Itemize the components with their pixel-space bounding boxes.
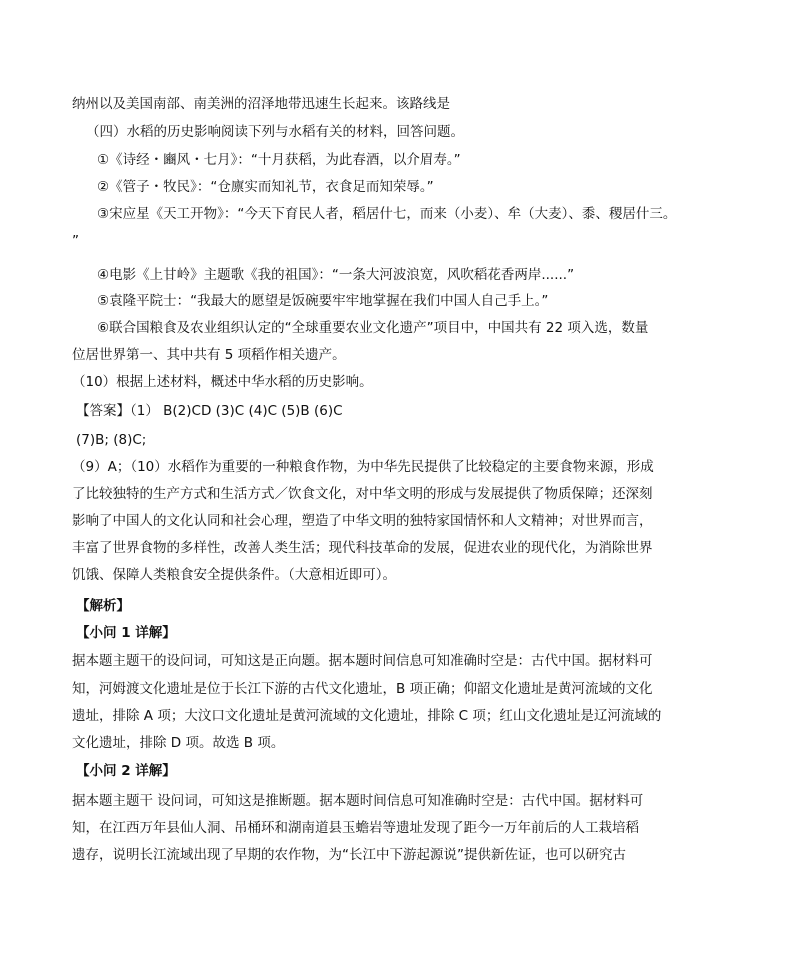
sub-question-heading: 【小问 2 详解】 (76, 763, 176, 779)
answer-paragraph: 了比较独特的生产方式和生活方式／饮食文化，对中华文明的形成与发展提供了物质保障；还深刻 (72, 486, 653, 502)
answer-line: (7)B; (8)C; (76, 432, 147, 448)
question: （10）根据上述材料，概述中华水稻的历史影响。 (72, 374, 373, 390)
analysis-paragraph: 遗存，说明长江流域出现了早期的农作物，为“长江中下游起源说”提供新佐证，也可以研究古 (72, 847, 626, 863)
answer-paragraph: 影响了中国人的文化认同和社会心理，塑造了中华文明的独特家国情怀和人文精神；对世界而言， (72, 513, 653, 529)
analysis-paragraph: 遗址，排除 A 项；大汶口文化遗址是黄河流域的文化遗址，排除 C 项；红山文化遗址是辽河流域的 (72, 708, 662, 724)
material-item: ⑤袁隆平院士：“我最大的愿望是饭碗要牢牢地掌握在我们中国人自己手上。” (97, 293, 549, 309)
section-heading: （四）水稻的历史影响阅读下列与水稻有关的材料，回答问题。 (86, 124, 464, 140)
material-item: ③宋应星《天工开物》：“今天下育民人者，稻居什七，而来（小麦）、牟（大麦）、黍、稷居什三。 (97, 206, 677, 222)
answer-paragraph: 丰富了世界食物的多样性，改善人类生活；现代科技革命的发展，促进农业的现代化，为消除世界 (72, 540, 653, 556)
text-line: 纳州以及美国南部、南美洲的沼泽地带迅速生长起来。该路线是 (72, 96, 450, 112)
answer-paragraph: 饥饿、保障人类粮食安全提供条件。（大意相近即可）。 (72, 567, 396, 583)
text-line: ” (72, 233, 79, 249)
analysis-paragraph: 据本题主题干 设问词，可知这是推断题。据本题时间信息可知准确时空是：古代中国。据材料可 (72, 793, 644, 809)
material-item: ④电影《上甘岭》主题歌《我的祖国》：“一条大河波浪宽，风吹稻花香两岸......” (97, 267, 575, 283)
answer-paragraph: （9）A；（10）水稻作为重要的一种粮食作物，为中华先民提供了比较稳定的主要食物来源，形成 (72, 459, 654, 475)
analysis-paragraph: 知，在江西万年县仙人洞、吊桶环和湖南道县玉蟾岩等遗址发现了距今一万年前后的人工栽培稻 (72, 820, 639, 836)
answer-line: 【答案】（1） B(2)CD (3)C (4)C (5)B (6)C (76, 403, 343, 419)
text-line: 位居世界第一、其中共有 5 项稻作相关遗产。 (72, 347, 346, 363)
analysis-paragraph: 知，河姆渡文化遗址是位于长江下游的古代文化遗址，B 项正确；仰韶文化遗址是黄河流域的文化 (72, 681, 653, 697)
material-item: ①《诗经・豳风・七月》：“十月获稻，为此春酒，以介眉寿。” (97, 152, 461, 168)
analysis-heading: 【解析】 (76, 598, 130, 614)
analysis-paragraph: 文化遗址，排除 D 项。故选 B 项。 (72, 735, 285, 751)
analysis-paragraph: 据本题主题干的设问词，可知这是正向题。据本题时间信息可知准确时空是：古代中国。据材料可 (72, 653, 653, 669)
material-item: ⑥联合国粮食及农业组织认定的“全球重要农业文化遗产”项目中，中国共有 22 项入选，数量 (97, 320, 649, 336)
sub-question-heading: 【小问 1 详解】 (76, 625, 176, 641)
material-item: ②《管子・牧民》：“仓廪实而知礼节，衣食足而知荣辱。” (97, 179, 434, 195)
